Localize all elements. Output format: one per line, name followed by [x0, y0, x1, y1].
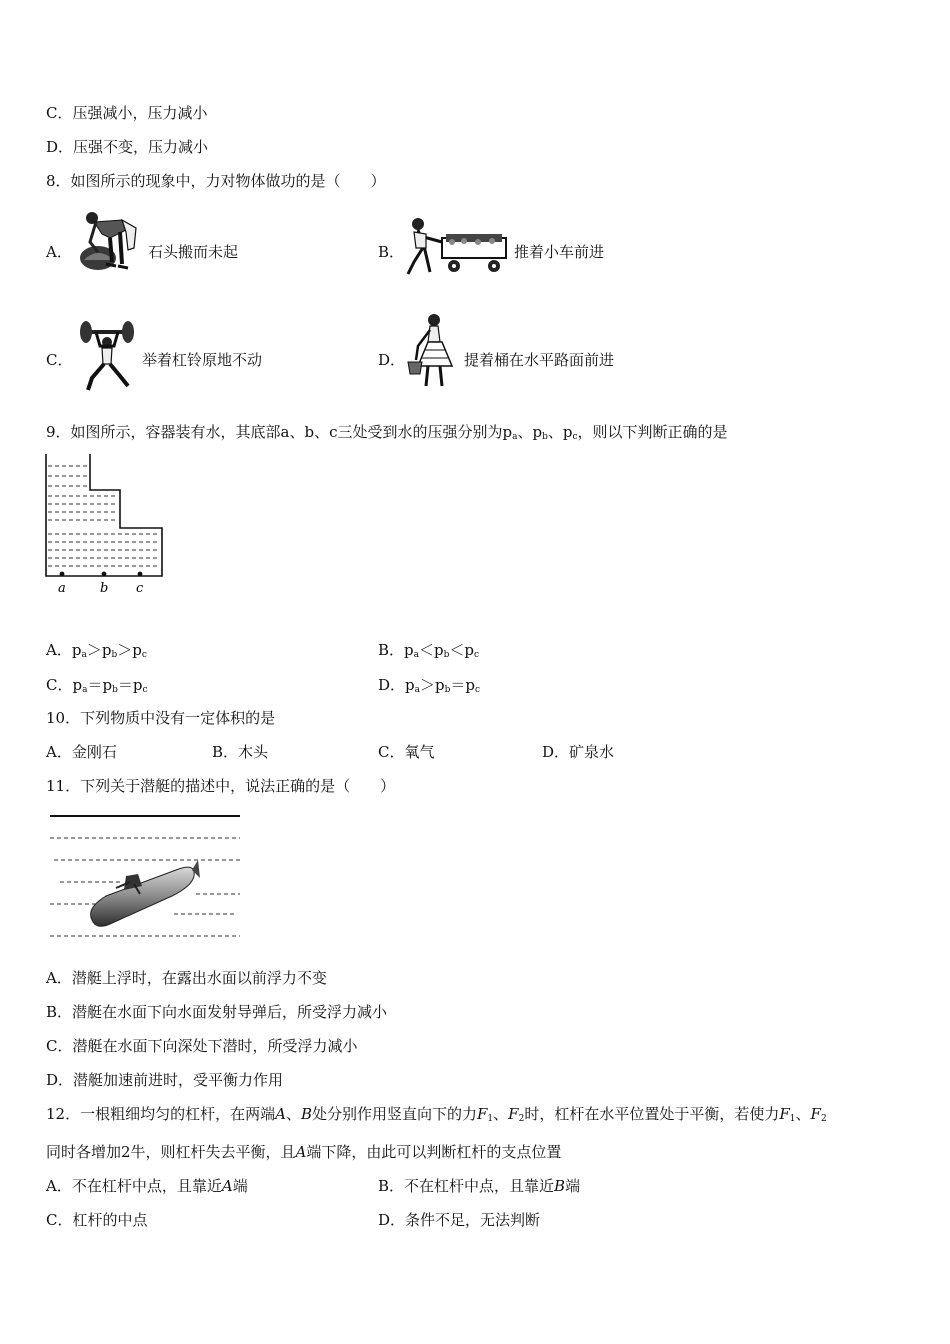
- q8-option-a-text: 石头搬而未起: [148, 243, 239, 261]
- q9-stem: 9．如图所示，容器装有水，其底部a、b、c三处受到水的压强分别为$p_a$、$p_b$、$p_c$，则以下判断正确的是: [46, 423, 728, 442]
- submarine-underwater-diagram: [46, 808, 244, 944]
- q7-option-c: C．压强减小，压力减小: [46, 104, 208, 122]
- q12-option-d: D．条件不足，无法判断: [378, 1211, 541, 1229]
- man-pushing-cart-illustration: [402, 216, 510, 278]
- q12-option-c: C．杠杆的中点: [46, 1211, 148, 1229]
- q12-stem-line2: 同时各增加2牛，则杠杆失去平衡，且A端下降，由此可以判断杠杆的支点位置: [46, 1143, 562, 1161]
- q8-option-b-label: B．: [378, 243, 405, 261]
- girl-carrying-bucket-illustration: [404, 312, 460, 392]
- q7-option-d: D．压强不变，压力减小: [46, 138, 209, 156]
- q8-option-a-label: A．: [46, 243, 72, 261]
- q9-option-b: B．$p_a<p_b<p_c$: [378, 641, 480, 660]
- q11-option-b: B．潜艇在水面下向水面发射导弹后，所受浮力减小: [46, 1003, 388, 1021]
- q11-option-a: A．潜艇上浮时，在露出水面以前浮力不变: [46, 969, 327, 987]
- q8-option-d-label: D．: [378, 351, 406, 369]
- man-lifting-stone-illustration: [76, 208, 142, 274]
- q8-option-c-text: 举着杠铃原地不动: [142, 351, 263, 369]
- q12-option-b: B．不在杠杆中点，且靠近B端: [378, 1177, 581, 1195]
- q10-stem: 10．下列物质中没有一定体积的是: [46, 709, 276, 727]
- q8-option-d-text: 提着桶在水平路面前进: [464, 351, 615, 369]
- water-container-diagram: [44, 452, 168, 600]
- q9-option-a: A．$p_a>p_b>p_c$: [46, 641, 147, 660]
- q11-option-c: C．潜艇在水面下向深处下潜时，所受浮力减小: [46, 1037, 358, 1055]
- q10-option-c: C．氧气: [378, 743, 435, 761]
- q8-option-c-label: C．: [46, 351, 73, 369]
- q11-stem: 11．下列关于潜艇的描述中，说法正确的是（ ）: [46, 777, 396, 795]
- q8-option-b-text: 推着小车前进: [514, 243, 605, 261]
- q9-option-d: D．$p_a>p_b=p_c$: [378, 676, 481, 695]
- q8-stem: 8．如图所示的现象中，力对物体做功的是（ ）: [46, 172, 386, 190]
- point-b-label: b: [100, 581, 109, 596]
- q12-option-a: A．不在杠杆中点，且靠近A端: [46, 1177, 248, 1195]
- q11-option-d: D．潜艇加速前进时，受平衡力作用: [46, 1071, 284, 1089]
- q10-option-b: B．木头: [212, 743, 269, 761]
- q10-option-d: D．矿泉水: [542, 743, 615, 761]
- point-c-label: c: [136, 581, 144, 596]
- man-holding-barbell-illustration: [78, 320, 136, 392]
- point-a-label: a: [58, 581, 66, 596]
- q12-stem-line1: 12．一根粗细均匀的杠杆，在两端A、B处分别作用竖直向下的力$F_1$、$F_2$时，杠杆在水平位置处于平衡，若使力$F_1$、$F_2$: [46, 1105, 827, 1124]
- q10-option-a: A．金刚石: [46, 743, 117, 761]
- q9-option-c: C．$p_a=p_b=p_c$: [46, 676, 148, 695]
